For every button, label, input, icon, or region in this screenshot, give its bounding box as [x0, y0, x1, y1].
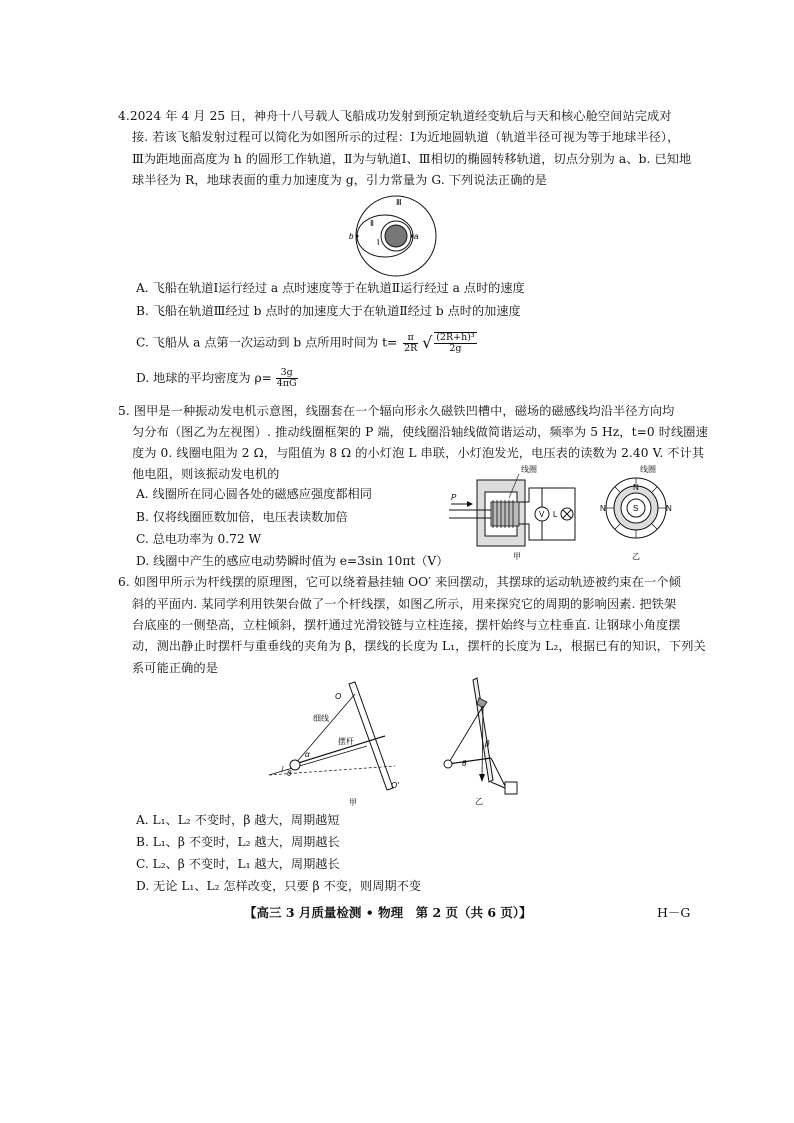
q6-option-a: A. L₁、L₂ 不变时，β 越大，周期越短: [136, 813, 340, 827]
q4-option-a: A. 飞船在轨道Ⅰ运行经过 a 点时速度等于在轨道Ⅱ运行经过 a 点时的速度: [136, 281, 525, 295]
string-label: 细线: [313, 714, 329, 723]
fig6-yi-caption: 乙: [475, 797, 483, 806]
q4-c-frac-num: π: [403, 333, 418, 344]
q6-line-2: 斜的平面内. 某同学利用铁架台做了一个杆线摆，如图乙所示，用来探究它的周期的影响因素. 把铁架: [132, 597, 677, 611]
q5-option-a: A. 线圈所在同心圆各处的磁感应强度都相同: [136, 487, 372, 501]
q4-c-sqrt-num: (2R+h)³: [436, 332, 475, 343]
point-a-label: a: [414, 232, 419, 241]
point-o-label: O: [335, 692, 342, 701]
q4-line-4: 球半径为 R，地球表面的重力加速度为 g，引力常量为 G. 下列说法正确的是: [132, 173, 548, 187]
n-pole-label-left: N: [600, 504, 606, 513]
point-b-label: b: [349, 232, 354, 241]
q5-option-c: C. 总电功率为 0.72 W: [136, 532, 261, 546]
voltmeter-label: V: [539, 510, 545, 519]
q4-option-d: [136, 368, 298, 389]
q4-c-fraction: [403, 333, 418, 354]
q6-option-c: C. L₂、β 不变时，L₁ 越大，周期越长: [136, 857, 340, 871]
q5-option-d: D. 线圈中产生的感应电动势瞬时值为 e=3sin 10πt（V）: [136, 554, 449, 568]
fig-jia-caption: 甲: [513, 552, 521, 561]
q4-c-sqrt-fraction: [434, 332, 477, 354]
q4-line-1: 4.2024 年 4 月 25 日，神舟十八号载人飞船成功发射到预定轨道经变轨后与天和核心舱空间站完成对: [118, 109, 672, 123]
q4-c-frac-den: 2R: [404, 342, 418, 354]
q5-line-4: 他电阻，则该振动发电机的: [132, 467, 280, 481]
q4-line-3: Ⅲ为距地面高度为 h 的圆形工作轨道，Ⅱ为与轨道Ⅰ、Ⅲ相切的椭圆转移轨道，切点分别为 a、b. 已知地: [132, 152, 692, 166]
coil-label: 线圈: [521, 465, 537, 474]
s-pole-label: S: [633, 504, 639, 513]
rod-pendulum-diagram: [265, 680, 420, 808]
q6-line-5: 系可能正确的是: [132, 661, 219, 675]
q6-line-1: 6. 如图甲所示为杆线摆的原理图，它可以绕着悬挂轴 OO′ 来回摆动，其摆球的运动轨迹被约束在一个倾: [118, 575, 681, 589]
fig-yi-caption: 乙: [632, 552, 640, 561]
orbit3-label: Ⅲ: [396, 198, 402, 207]
paper-code: H－G: [657, 905, 691, 920]
magnet-end-view-figure: [600, 462, 672, 562]
orbit-figure: [340, 193, 450, 279]
q4-option-b: B. 飞船在轨道Ⅲ经过 b 点时的加速度大于在轨道Ⅱ经过 b 点时的加速度: [136, 304, 521, 318]
q4-d-frac-num: 3g: [276, 368, 298, 379]
theta-label: θ: [287, 769, 292, 778]
iron-stand-pendulum-photo: [437, 676, 537, 808]
q6-line-4: 动，测出静止时摆杆与重垂线的夹角为 β，摆线的长度为 L₁，摆杆的长度为 L₂，根据已有的知识，下列关: [132, 639, 706, 653]
q6-line-3: 台底座的一侧垫高，立柱倾斜，摆杆通过光滑铰链与立柱连接，摆杆始终与立柱垂直. 让钢球小角度摆: [132, 618, 681, 632]
fig6-jia-caption: 甲: [349, 798, 357, 807]
q4-option-d-text: D. 地球的平均密度为 ρ=: [136, 371, 272, 385]
q4-d-frac-den: 4πG: [276, 378, 297, 389]
point-o-prime-label: O′: [391, 781, 399, 790]
sqrt-symbol: √: [422, 333, 433, 352]
lamp-label: L: [553, 510, 558, 519]
q6-option-b: B. L₁、β 不变时，L₂ 越大，周期越长: [136, 835, 340, 849]
q5-line-2: 匀分布（图乙为左视图）. 推动线圈框架的 P 端，使线圈沿轴线做简谐运动，频率为 5 Hz，t=0 时线圈速: [132, 425, 708, 439]
q6-option-d: D. 无论 L₁、L₂ 怎样改变，只要 β 不变，则周期不变: [136, 879, 421, 893]
q4-c-sqrt-den: 2g: [449, 343, 462, 354]
q4-option-c-text: C. 飞船从 a 点第一次运动到 b 点所用时间为 t=: [136, 335, 398, 350]
coil-label-2: 线圈: [640, 465, 656, 474]
orbit2-label: Ⅱ: [370, 219, 374, 228]
generator-figure: [447, 462, 587, 562]
rod-label: 摆杆: [338, 737, 354, 746]
n-pole-label-right: N: [666, 504, 672, 513]
p-label: P: [451, 493, 457, 502]
n-pole-label-top: N: [633, 483, 639, 492]
q5-line-1: 5. 图甲是一种振动发电机示意图，线圈套在一个辐向形永久磁铁凹槽中，磁场的磁感线均沿半径方向均: [118, 404, 675, 418]
theta-label-2: θ: [462, 759, 467, 768]
beta-label: β: [485, 739, 490, 748]
alpha-label: α: [305, 750, 310, 759]
q4-d-fraction: [276, 368, 298, 389]
q5-option-b: B. 仅将线圈匝数加倍，电压表读数加倍: [136, 510, 348, 524]
q5-line-3: 度为 0. 线圈电阻为 2 Ω，与阻值为 8 Ω 的小灯泡 L 串联，小灯泡发光，电压表的读数为 2.40 V. 不计其: [132, 446, 705, 460]
orbit1-label: Ⅰ: [377, 238, 380, 247]
q4-option-c: [136, 332, 477, 354]
q4-line-2: 接. 若该飞船发射过程可以简化为如图所示的过程：Ⅰ为近地圆轨道（轨道半径可视为等于地球半径），: [132, 130, 680, 144]
page-footer: 【高三 3 月质量检测 • 物理 第 2 页（共 6 页）】: [244, 905, 532, 920]
